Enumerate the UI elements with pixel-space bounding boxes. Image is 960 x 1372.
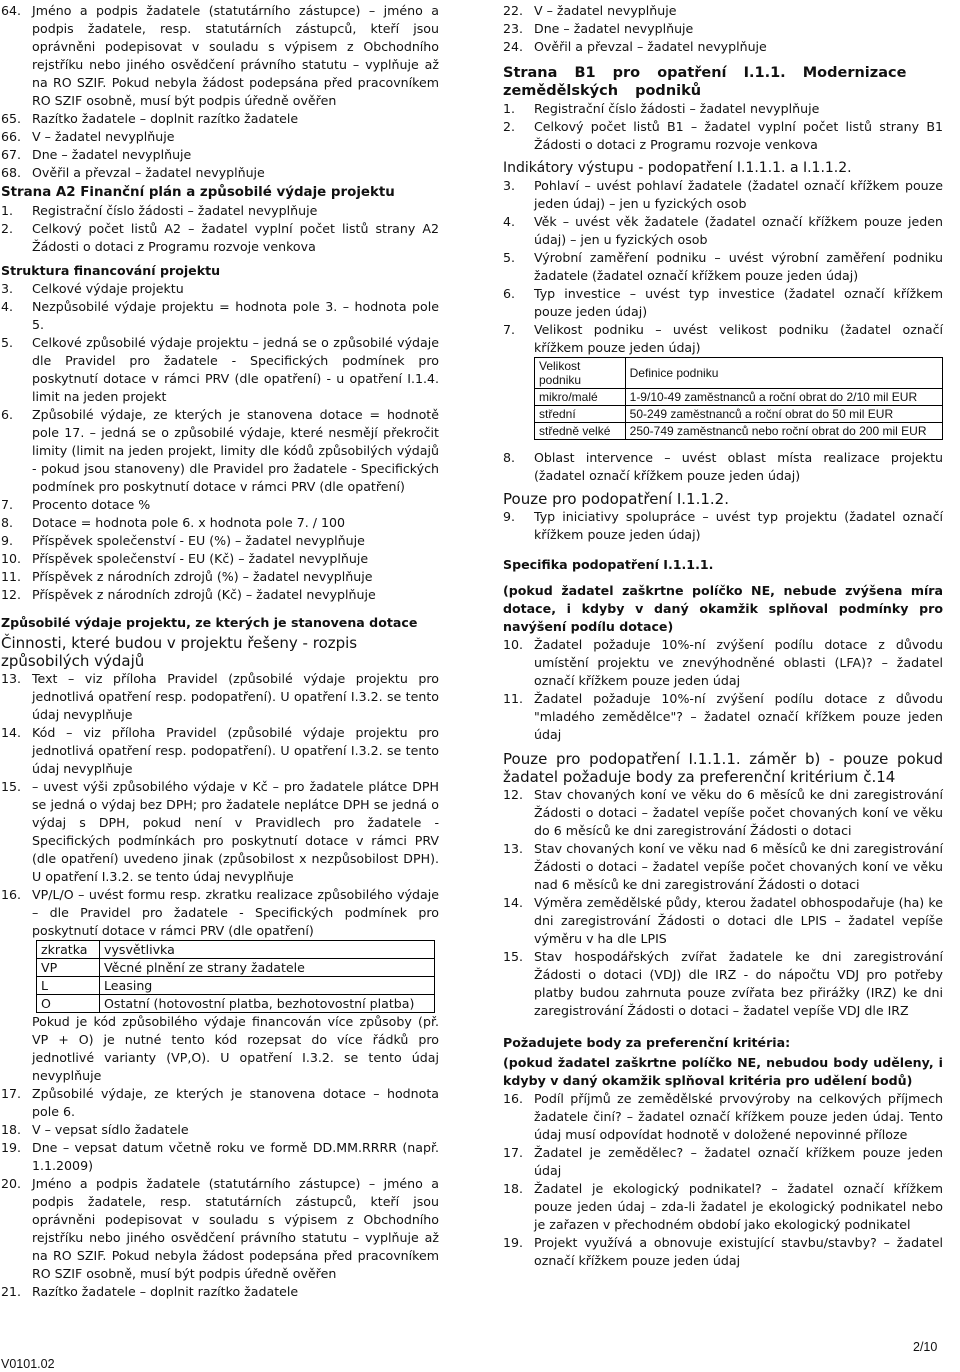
table-row (535, 389, 943, 406)
item-number: 65. (1, 111, 22, 126)
list-item (503, 20, 943, 38)
item-number: 11. (503, 691, 524, 706)
item-text: Text – viz příloha Pravidel (způsobilé výdaje projektu pro jednotlivá opatření resp. podopatření). U opatření I.3.2. se tento údaj nevyplňuje (32, 671, 439, 722)
list-item (503, 1180, 943, 1234)
item-number: 13. (503, 841, 524, 856)
item-number: 16. (1, 887, 22, 902)
list-item (503, 249, 943, 285)
list-item (1, 532, 439, 550)
list-items-b1-1-2 (503, 100, 943, 154)
item-text: Žadatel je zemědělec? – žadatel označí křížkem pouze jeden údaj (534, 1145, 943, 1178)
abbr-desc-cell: Věcné plnění ze strany žadatele (100, 959, 435, 977)
item-text: Razítko žadatele – doplnit razítko žadatele (32, 1284, 299, 1299)
item-number: 3. (503, 178, 516, 193)
item-number: 19. (1, 1140, 22, 1155)
list-item (503, 1234, 943, 1270)
item-text: Typ iniciativy spolupráce – uvést typ projektu (žadatel označí křížkem pouze jeden údaj) (534, 509, 943, 542)
item-number: 16. (503, 1091, 524, 1106)
list-item (1, 586, 439, 604)
item-text: Razítko žadatele – doplnit razítko žadatele (32, 111, 299, 126)
size-category-cell: mikro/malé (535, 389, 626, 406)
heading-preferencni-kriteria: Požadujete body za preferenční kritéria: (503, 1035, 791, 1050)
abbr-desc-cell: Ostatní (hotovostní platba, bezhotovostní platba) (100, 995, 435, 1013)
list-item (1, 886, 439, 940)
list-item (503, 948, 943, 1020)
list-items-8 (503, 449, 943, 485)
size-table-header-1: Velikost podniku (535, 358, 626, 389)
list-items-16-19 (503, 1090, 943, 1270)
list-item (503, 690, 943, 744)
list-item (503, 285, 943, 321)
item-text: Dne – vepsat datum včetně roku ve formě DD.MM.RRRR (např. 1.1.2009) (32, 1140, 439, 1173)
abbr-code-cell: L (37, 977, 100, 995)
item-number: 7. (1, 497, 14, 512)
list-item (1, 778, 439, 886)
item-number: 6. (1, 407, 14, 422)
item-text: Celkový počet listů A2 – žadatel vyplní počet listů strany A2 Žádosti o dotaci z Programu rozvoje venkova (32, 221, 439, 254)
list-item (1, 164, 439, 182)
heading-strana-b1: Strana B1 pro opatření I.1.1. Modernizace zemědělských podniků (503, 65, 907, 99)
item-number: 5. (1, 335, 14, 350)
list-item (1, 1175, 439, 1283)
item-number: 2. (503, 119, 516, 134)
list-item (503, 894, 943, 948)
list-item (1, 406, 439, 496)
item-number: 4. (1, 299, 14, 314)
heading-pouze-1112: Pouze pro podopatření I.1.1.2. (503, 490, 729, 508)
item-text: Ověřil a převzal – žadatel nevyplňuje (32, 165, 265, 180)
heading-zpusobile-vydaje: Způsobilé výdaje projektu, ze kterých je stanovena dotace (1, 615, 418, 630)
list-item (1, 146, 439, 164)
item-text: Jméno a podpis žadatele (statutárního zástupce) – jméno a podpis žadatele, resp. statutárních zástupců, kteří jsou oprávněni podepisovat v souladu s výpisem z Obchodního rejstříku nebo jiného osvědčení právního statutu – vyplňuje až na RO SZIF. Pokud nebyla žádost podepsána před pracovníkem RO SZIF osobně, musí být podpis úředně ověřen (32, 3, 439, 108)
list-item (503, 321, 943, 357)
table-row (535, 406, 943, 423)
item-text: V – žadatel nevyplňuje (32, 129, 175, 144)
item-text: Příspěvek z národních zdrojů (%) – žadatel nevyplňuje (32, 569, 373, 584)
item-text: – uvest výši způsobilého výdaje v Kč – pro žadatele plátce DPH se jedná o výdaj bez DPH; pro žadatele neplátce DPH se jedná o výdaj s DPH, pokud není v Pravidlech pro žadatele - Specifických podmínkách pro poskytnutí dotace v rámci PRV (dle opatření) uvedeno jinak (způsobilost x nezpůsobilost DPH). U opatření I.3.2. se tento údaj nevyplňuje (32, 779, 439, 884)
item-number: 6. (503, 286, 516, 301)
item-text: Registrační číslo žádosti – žadatel nevyplňuje (32, 203, 318, 218)
item-number: 1. (1, 203, 14, 218)
item-text: Kód – viz příloha Pravidel (způsobilé výdaje projektu pro jednotlivá opatření resp. podopatření). U opatření I.3.2. se tento údaj nevyplňuje (32, 725, 439, 776)
list-items-64-68 (1, 2, 439, 182)
item-text: Výrobní zaměření podniku – uvést výrobní zaměření podniku žadatele (žadatel označí křížkem pouze jeden údaj) (534, 250, 943, 283)
item-number: 8. (503, 450, 516, 465)
list-item (1, 724, 439, 778)
item-text: Věk – uvést věk žadatele (žadatel označí křížkem pouze jeden údaj) – jen u fyzických osob (534, 214, 943, 247)
list-item (503, 118, 943, 154)
item-text: Ověřil a převzal – žadatel nevyplňuje (534, 39, 767, 54)
heading-strana-a2: Strana A2 Finanční plán a způsobilé výdaje projektu (1, 185, 395, 200)
item-number: 3. (1, 281, 14, 296)
item-text: Oblast intervence – uvést oblast místa realizace projektu (žadatel označí křížkem pouze jeden údaj) (534, 450, 943, 483)
list-items-3-12 (1, 280, 439, 604)
item-number: 2. (1, 221, 14, 236)
item-number: 23. (503, 21, 524, 36)
size-table-header-2: Definice podniku (625, 358, 942, 389)
abbr-code-cell: VP (37, 959, 100, 977)
item-text: Procento dotace % (32, 497, 151, 512)
list-item (1, 202, 439, 220)
item-text: Celkový počet listů B1 – žadatel vyplní počet listů strany B1 Žádosti o dotaci z Programu rozvoje venkova (534, 119, 943, 152)
list-item (1, 496, 439, 514)
abbr-code-cell: zkratka (37, 941, 100, 959)
list-item (1, 1121, 439, 1139)
item-text: V – žadatel nevyplňuje (534, 3, 677, 18)
item-number: 15. (1, 779, 22, 794)
item-text: Dne – žadatel nevyplňuje (534, 21, 694, 36)
item-number: 21. (1, 1284, 22, 1299)
item-text: VP/L/O – uvést formu resp. zkratku realizace způsobilého výdaje – dle Pravidel pro žadatele - Specifických podmínek pro poskytnutí dotace v rámci PRV (dle opatření) (32, 887, 439, 938)
list-items-a2-1-2 (1, 202, 439, 256)
list-item (503, 449, 943, 485)
list-item (503, 1090, 943, 1144)
item-number: 13. (1, 671, 22, 686)
item-text: Podíl příjmů ze zemědělské prvovýroby na celkových příjmech žadatele činí? – žadatel označí křížkem pouze jeden údaj. Tento údaj musí odpovídat hodnotě v doložené nepovinné příloze (534, 1091, 943, 1142)
table-row (37, 941, 435, 959)
item-number: 7. (503, 322, 516, 337)
item-text: Dne – žadatel nevyplňuje (32, 147, 192, 162)
heading-preferencni-note: (pokud žadatel zaškrtne políčko NE, nebudou body uděleny, i kdyby v daný okamžik splňoval kritéria pro udělení bodů) (503, 1055, 943, 1088)
heading-cinnosti: Činnosti, které budou v projektu řešeny - rozpis způsobilých výdajů (1, 634, 358, 670)
version-label: V0101.02 (1, 1357, 55, 1371)
item-number: 67. (1, 147, 22, 162)
size-category-cell: střední (535, 406, 626, 423)
page-number: 2/10 (913, 1340, 938, 1354)
item-text: Dotace = hodnota pole 6. x hodnota pole 7. / 100 (32, 515, 346, 530)
abbr-desc-cell: vysvětlivka (100, 941, 435, 959)
size-definition-cell: 50-249 zaměstnanců a roční obrat do 50 mil EUR (625, 406, 942, 423)
list-items-17-21 (1, 1085, 439, 1301)
item-number: 8. (1, 515, 14, 530)
list-item (1, 568, 439, 586)
size-category-cell: středně velké (535, 423, 626, 440)
item-text: Způsobilé výdaje, ze kterých je stanovena dotace – hodnota pole 6. (32, 1086, 439, 1119)
item-number: 20. (1, 1176, 22, 1191)
list-item (1, 514, 439, 532)
item-number: 11. (1, 569, 22, 584)
list-item (503, 840, 943, 894)
item-number: 17. (1, 1086, 22, 1101)
table-row (37, 977, 435, 995)
item-text: Žadatel požaduje 10%-ní zvýšení podílu dotace z důvodu "mladého zemědělce"? – žadatel označí křížkem pouze jeden údaj (534, 691, 943, 742)
item-number: 5. (503, 250, 516, 265)
heading-specifika: Specifika podopatření I.1.1.1. (503, 557, 714, 572)
list-item (503, 786, 943, 840)
list-item (1, 298, 439, 334)
list-item (1, 220, 439, 256)
list-item (1, 1283, 439, 1301)
size-definition-cell: 250-749 zaměstnanců nebo roční obrat do 200 mil EUR (625, 423, 942, 440)
item-number: 15. (503, 949, 524, 964)
list-item (1, 1085, 439, 1121)
list-items-22-24 (503, 2, 943, 56)
item-text: Stav chovaných koní ve věku do 6 měsíců ke dni zaregistrování Žádosti o dotaci – žadatel vepíše počet chovaných koní ve věku do 6 měsíců ke dni zaregistrování Žádosti o dotaci (534, 787, 943, 838)
list-item (1, 1139, 439, 1175)
list-item (503, 1144, 943, 1180)
item-number: 14. (1, 725, 22, 740)
item-text: Registrační číslo žádosti – žadatel nevyplňuje (534, 101, 820, 116)
list-item (503, 636, 943, 690)
item-number: 19. (503, 1235, 524, 1250)
list-item (503, 508, 943, 544)
list-item (1, 670, 439, 724)
item-number: 12. (1, 587, 22, 602)
item-number: 14. (503, 895, 524, 910)
heading-indikatory: Indikátory výstupu - podopatření I.1.1.1. a I.1.1.2. (503, 160, 852, 176)
item-text: Příspěvek z národních zdrojů (Kč) – žadatel nevyplňuje (32, 587, 376, 602)
item-text: Projekt využívá a obnovuje existující stavbu/stavby? – žadatel označí křížkem pouze jeden údaj (534, 1235, 943, 1268)
list-item (503, 38, 943, 56)
item-text: Pohlaví – uvést pohlaví žadatele (žadatel označí křížkem pouze jeden údaj) – jen u fyzických osob (534, 178, 943, 211)
list-items-9 (503, 508, 943, 544)
list-item (503, 213, 943, 249)
item-text: Příspěvek společenství - EU (Kč) – žadatel nevyplňuje (32, 551, 369, 566)
list-item (503, 100, 943, 118)
item-text: Výměra zemědělské půdy, kterou žadatel obhospodařuje (ha) ke dni zaregistrování Žádosti o dotaci dle LPIS – žadatel vepíše výměru v ha dle LPIS (534, 895, 943, 946)
table-row (37, 959, 435, 977)
item-number: 9. (503, 509, 516, 524)
item-text: Žadatel požaduje 10%-ní zvýšení podílu dotace z důvodu umístění projektu ve znevýhodněné oblasti (LFA)? – žadatel označí křížkem pouze jeden údaj (534, 637, 943, 688)
abbreviation-table (36, 940, 435, 1013)
item-number: 10. (503, 637, 524, 652)
item-text: Celkové způsobilé výdaje projektu – jedná se o způsobilé výdaje dle Pravidel pro žadatele - Specifických podmínek pro poskytnutí dotace v rámci PRV (dle opatření) - u opatření I.1.4. limit na jeden projekt (32, 335, 439, 404)
list-item (1, 2, 439, 110)
item-text: V – vepsat sídlo žadatele (32, 1122, 189, 1137)
heading-struktura-financovani: Struktura financování projektu (1, 263, 221, 278)
heading-pouze-1111: Pouze pro podopatření I.1.1.1. záměr b) - pouze pokud žadatel požaduje body za preferenční kritérium č.14 (503, 750, 943, 786)
right-column (503, 2, 943, 1270)
item-number: 64. (1, 3, 22, 18)
item-number: 68. (1, 165, 22, 180)
list-items-13-16 (1, 670, 439, 940)
item-text: Velikost podniku – uvést velikost podniku (žadatel označí křížkem pouze jeden údaj) (534, 322, 943, 355)
abbr-code-cell: O (37, 995, 100, 1013)
abbreviation-note: Pokud je kód způsobilého výdaje financován více způsoby (př. VP + O) je nutné tento kód rozepsat do více řádků pro jednotlivé varianty (VP,O). U opatření I.3.2. se tento údaj nevyplňuje (32, 1014, 439, 1083)
item-number: 9. (1, 533, 14, 548)
item-text: Typ investice – uvést typ investice (žadatel označí křížkem pouze jeden údaj) (534, 286, 943, 319)
item-number: 66. (1, 129, 22, 144)
list-item (1, 128, 439, 146)
list-item (1, 280, 439, 298)
item-number: 4. (503, 214, 516, 229)
heading-specifika-note: (pokud žadatel zaškrtne políčko NE, nebude zvýšena míra dotace, i kdyby v daný okamžik splňoval podmínky pro navýšení podílu dotace) (503, 583, 943, 634)
item-number: 1. (503, 101, 516, 116)
table-row (535, 423, 943, 440)
table-row (37, 995, 435, 1013)
list-items-12-15 (503, 786, 943, 1020)
item-number: 22. (503, 3, 524, 18)
list-item (1, 334, 439, 406)
list-item (1, 110, 439, 128)
item-text: Způsobilé výdaje, ze kterých je stanovena dotace = hodnotě pole 17. – jedná se o způsobilé výdaje, které nesmějí překročit limity (limit na jeden projekt, limity dle kódů způsobilých výdajů - pokud jsou stanoveny) dle Pravidel pro žadatele - Specifických podmínek pro poskytnutí dotace v rámci PRV (dle opatření) (32, 407, 439, 494)
list-item (503, 177, 943, 213)
item-number: 24. (503, 39, 524, 54)
size-definition-cell: 1-9/10-49 zaměstnanců a roční obrat do 2/10 mil EUR (625, 389, 942, 406)
list-items-3-7 (503, 177, 943, 357)
item-number: 18. (1, 1122, 22, 1137)
list-item (503, 2, 943, 20)
item-text: Stav hospodářských zvířat žadatele ke dni zaregistrování Žádosti o dotaci (VDJ) dle IRZ - do nápočtu VDJ pro potřeby platby budou zahrnuta pouze zvířata bez přirážky (IRZ) ke dni zaregistrování Žádosti o dotaci – žadatel vepíše VDJ dle IRZ (534, 949, 943, 1018)
item-text: Stav chovaných koní ve věku nad 6 měsíců ke dni zaregistrování Žádosti o dotaci – žadatel vepíše počet chovaných koní ve věku nad 6 měsíců ke dni zaregistrování Žádosti o dotaci (534, 841, 943, 892)
item-text: Žadatel je ekologický podnikatel? – žadatel označí křížkem pouze jeden údaj – zda-li žadatel je ekologický podnikatel nebo je zařazen v přechodném období jako ekologický podnikatel (534, 1181, 943, 1232)
item-number: 10. (1, 551, 22, 566)
list-item (1, 550, 439, 568)
left-column (1, 2, 439, 1301)
item-text: Celkové výdaje projektu (32, 281, 184, 296)
item-number: 17. (503, 1145, 524, 1160)
item-number: 18. (503, 1181, 524, 1196)
company-size-table (534, 357, 943, 440)
list-items-10-11 (503, 636, 943, 744)
abbr-desc-cell: Leasing (100, 977, 435, 995)
item-text: Jméno a podpis žadatele (statutárního zástupce) – jméno a podpis žadatele, resp. statutárních zástupců, kteří jsou oprávněni podepisovat v souladu s výpisem z Obchodního rejstříku nebo jiného osvědčení právního statutu – vyplňuje až na RO SZIF. Pokud nebyla žádost podepsána před pracovníkem RO SZIF osobně, musí být podpis úředně ověřen (32, 1176, 439, 1281)
item-number: 12. (503, 787, 524, 802)
item-text: Nezpůsobilé výdaje projektu = hodnota pole 3. – hodnota pole 5. (32, 299, 439, 332)
item-text: Příspěvek společenství - EU (%) – žadatel nevyplňuje (32, 533, 365, 548)
